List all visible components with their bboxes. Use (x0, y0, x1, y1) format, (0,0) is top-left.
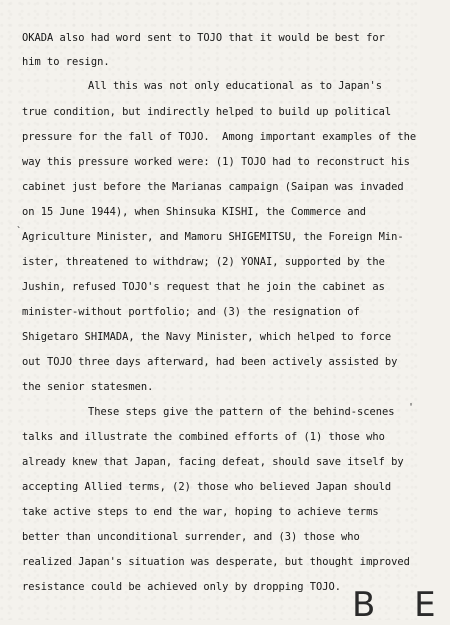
text-line-10: ister, threatened to withdraw; (2) YONAI, supported by the (22, 256, 385, 268)
text-line-16: These steps give the pattern of the behind-scenes (88, 406, 395, 418)
text-line-7: cabinet just before the Marianas campaign (Saipan was invaded (22, 181, 404, 193)
text-line-15: the senior statesmen. (22, 381, 154, 393)
margin-mark: ' (408, 402, 415, 413)
text-line-14: out TOJO three days afterward, had been actively assisted by (22, 356, 398, 368)
text-line-4: true condition, but indirectly helped to build up political (22, 106, 392, 118)
text-line-19: accepting Allied terms, (2) those who believed Japan should (22, 481, 392, 493)
text-line-23: resistance could be achieved only by dropping TOJO. (22, 581, 342, 593)
text-line-8: on 15 June 1944), when Shinsuka KISHI, the Commerce and (22, 206, 367, 218)
text-line-17: talks and illustrate the combined efforts of (1) those who (22, 431, 385, 443)
margin-mark: ` (16, 226, 23, 237)
text-line-21: better than unconditional surrender, and (3) those who (22, 531, 360, 543)
text-line-1: OKADA also had word sent to TOJO that it would be best for (22, 32, 385, 44)
text-line-6: way this pressure worked were: (1) TOJO had to reconstruct his (22, 156, 410, 168)
text-line-9: Agriculture Minister, and Mamoru SHIGEMITSU, the Foreign Min- (22, 231, 404, 243)
text-line-22: realized Japan's situation was desperate, but thought improved (22, 556, 410, 568)
text-line-3: All this was not only educational as to Japan's (88, 80, 383, 92)
text-line-2: him to resign. (22, 56, 110, 68)
text-line-11: Jushin, refused TOJO's request that he join the cabinet as (22, 281, 385, 293)
text-line-5: pressure for the fall of TOJO. Among important examples of the (22, 131, 417, 143)
corner-letters: B E (352, 585, 450, 625)
text-line-20: take active steps to end the war, hoping to achieve terms (22, 506, 379, 518)
text-line-13: Shigetaro SHIMADA, the Navy Minister, which helped to force (22, 331, 392, 343)
text-line-12: minister-without portfolio; and (3) the resignation of (22, 306, 360, 318)
text-line-18: already knew that Japan, facing defeat, should save itself by (22, 456, 404, 468)
